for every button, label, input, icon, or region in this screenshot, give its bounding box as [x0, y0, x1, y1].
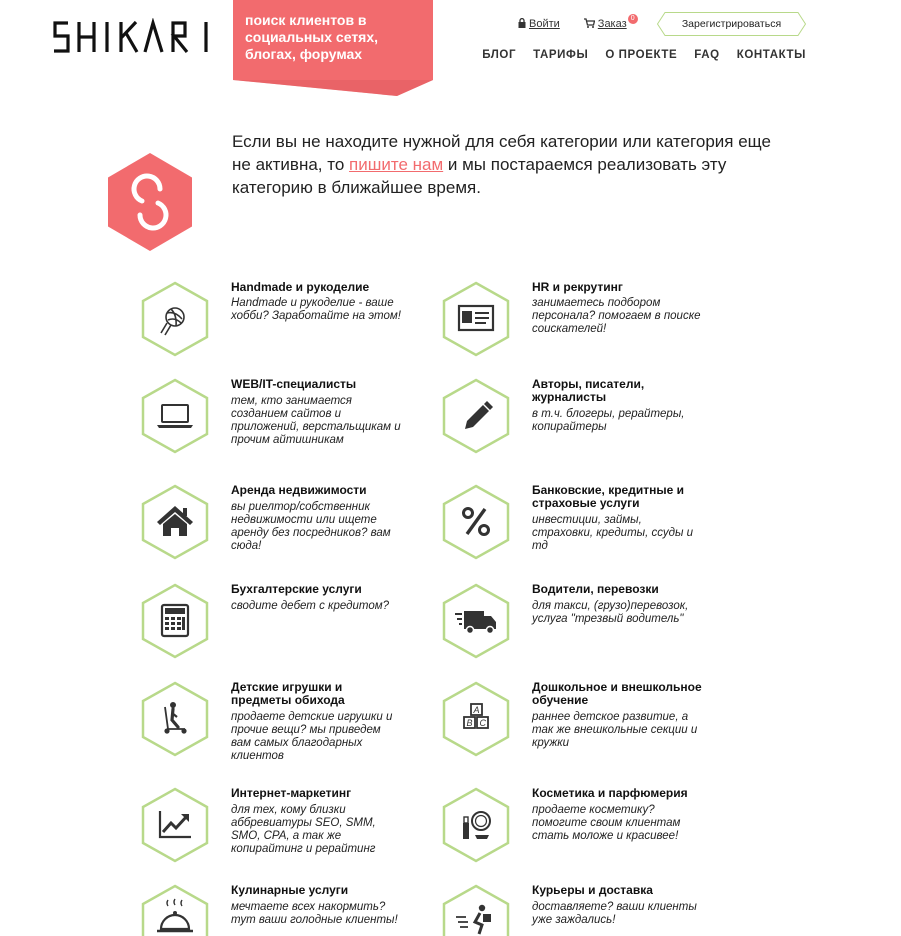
cart-icon [584, 18, 595, 31]
house-icon [141, 484, 209, 560]
svg-text:A: A [473, 705, 480, 715]
category-hexagon [141, 378, 209, 454]
intro-text [232, 130, 792, 199]
abc-blocks-icon [442, 681, 510, 757]
category-hexagon [442, 484, 510, 560]
category-hexagon [141, 281, 209, 357]
category-desc: продаете косметику? помогите своим клиентам стать моложе и красивее! [532, 804, 681, 842]
cloche-icon [141, 884, 209, 936]
category-title: Кулинарные услуги [231, 883, 349, 897]
category-title: Курьеры и доставка [532, 883, 653, 897]
category-hexagon [442, 884, 510, 936]
brand-hexagon-icon [108, 153, 192, 251]
yarn-icon [141, 281, 209, 357]
category-hexagon [442, 787, 510, 863]
main-nav [482, 49, 806, 61]
category-hexagon [442, 681, 510, 757]
order-link[interactable] [584, 14, 635, 31]
svg-text:B: B [466, 718, 473, 728]
category-title: Банковские, кредитные и страховые услуги [532, 483, 684, 510]
category-title: Аренда недвижимости [231, 483, 367, 497]
category-desc: занимаетесь подбором персонала? помогаем в поиске соискателей! [532, 297, 701, 335]
category-hexagon [141, 884, 209, 936]
nav-about[interactable]: О ПРОЕКТЕ [605, 49, 678, 61]
category-desc: вы риелтор/собственник недвижимости или ищете аренду без посредников? вам сюда! [231, 501, 391, 552]
truck-icon [442, 583, 510, 659]
courier-icon [442, 884, 510, 936]
category-hexagon [141, 484, 209, 560]
calculator-icon [141, 583, 209, 659]
category-title: Косметика и парфюмерия [532, 786, 688, 800]
shikari-logo[interactable] [52, 18, 212, 56]
order-count-badge: 0 [628, 14, 638, 24]
category-title: Handmade и рукоделие [231, 280, 370, 294]
category-desc: инвестиции, займы, страховки, кредиты, ссуды и тд [532, 514, 694, 552]
pencil-icon [442, 378, 510, 454]
category-desc: Handmade и рукоделие - ваше хобби? Заработайте на этом! [231, 297, 401, 322]
register-label: Зарегистрироваться [681, 18, 782, 30]
order-label: Заказ [597, 18, 627, 30]
category-title: Дошкольное и внешкольное обучение [532, 680, 702, 707]
intro-text-after: и мы постараемся реализовать эту категорию в ближайшее время. [232, 155, 727, 197]
id-card-icon [442, 281, 510, 357]
login-link[interactable] [518, 18, 560, 31]
category-desc: мечтаете всех накормить? тут ваши голодные клиенты! [231, 901, 398, 926]
intro-text-before: Если вы не находите нужной для себя категории или категория еще не активна, то [232, 132, 771, 174]
category-title: HR и рекрутинг [532, 280, 623, 294]
category-desc: в т.ч. блогеры, рерайтеры, копирайтеры [532, 408, 685, 433]
category-title: Бухгалтерские услуги [231, 582, 362, 596]
category-hexagon [442, 378, 510, 454]
category-hexagon [442, 583, 510, 659]
promo-banner [233, 0, 433, 96]
laptop-icon [141, 378, 209, 454]
nav-tariffs[interactable]: ТАРИФЫ [533, 49, 589, 61]
lock-icon [518, 18, 526, 31]
logo-wordmark [52, 18, 212, 56]
cosmetics-icon [442, 787, 510, 863]
svg-text:C: C [479, 718, 486, 728]
category-desc: для тех, кому близки аббревиатуры SEO, SMM, SMO, CPA, а так же копирайтинг и рерайтинг [231, 804, 376, 855]
write-us-link[interactable]: пишите нам [349, 155, 444, 174]
register-button[interactable] [657, 12, 806, 36]
banner-text: поиск клиентов в социальных сетях, блогах, форумах [245, 12, 379, 62]
category-title: Водители, перевозки [532, 582, 659, 596]
category-title: WEB/IT-специалисты [231, 377, 357, 391]
top-links [518, 14, 635, 31]
nav-faq[interactable]: FAQ [694, 49, 720, 61]
category-desc: раннее детское развитие, а так же внешкольные секции и кружки [532, 711, 698, 749]
category-desc: тем, кто занимается созданием сайтов и приложений, верстальщикам и прочим айтишникам [231, 395, 401, 446]
nav-blog[interactable]: БЛОГ [482, 49, 517, 61]
growth-chart-icon [141, 787, 209, 863]
category-desc: продаете детские игрушки и прочие вещи? мы приведем вам самых благодарных клиентов [231, 711, 393, 762]
login-label: Войти [529, 18, 560, 30]
category-hexagon [141, 787, 209, 863]
scooter-icon [141, 681, 209, 757]
category-title: Интернет-маркетинг [231, 786, 352, 800]
category-hexagon [141, 681, 209, 757]
percent-icon [442, 484, 510, 560]
category-title: Авторы, писатели, журналисты [532, 377, 645, 404]
nav-contacts[interactable]: КОНТАКТЫ [736, 49, 806, 61]
category-desc: сводите дебет с кредитом? [231, 600, 389, 612]
category-desc: для такси, (грузо)перевозок, услуга "трезвый водитель" [532, 600, 689, 625]
category-hexagon [442, 281, 510, 357]
category-desc: доставляете? ваши клиенты уже заждались! [532, 901, 697, 926]
category-hexagon [141, 583, 209, 659]
category-title: Детские игрушки и предметы обихода [231, 680, 345, 707]
